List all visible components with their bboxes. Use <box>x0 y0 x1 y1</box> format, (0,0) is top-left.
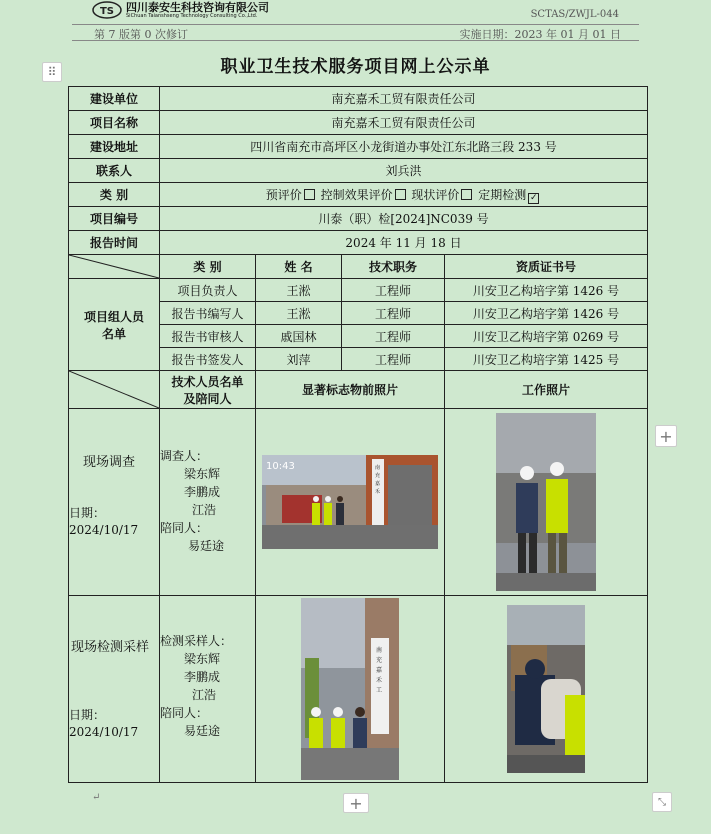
checkbox-icon[interactable] <box>304 189 315 200</box>
doc-code: SCTAS/ZWJL-044 <box>530 9 619 20</box>
project-label: 项目名称 <box>69 111 160 135</box>
svg-text:嘉: 嘉 <box>376 667 383 674</box>
number-label: 项目编号 <box>69 207 160 231</box>
category-label: 类 别 <box>69 183 160 207</box>
diagonal-cell <box>69 371 160 409</box>
team-role: 报告书签发人 <box>160 348 256 371</box>
checkbox-icon[interactable] <box>461 189 472 200</box>
svg-text:南: 南 <box>376 647 383 654</box>
project-value: 南充嘉禾工贸有限责任公司 <box>160 111 648 135</box>
notice-table <box>68 86 648 783</box>
svg-text:工: 工 <box>376 687 383 694</box>
contact-value: 刘兵洪 <box>160 159 648 183</box>
sampling-staff-cell <box>160 596 256 783</box>
svg-text:南: 南 <box>375 465 381 471</box>
company-logo <box>92 0 269 20</box>
team-role: 报告书审核人 <box>160 325 256 348</box>
team-title: 工程师 <box>342 279 445 302</box>
team-role: 报告书编写人 <box>160 302 256 325</box>
investigator: 李鹏成 <box>184 485 221 499</box>
team-header-title: 技术职务 <box>342 255 445 279</box>
sampling-date-label: 日期： <box>69 708 106 722</box>
svg-text:禾: 禾 <box>376 677 383 684</box>
photo-timestamp: 10:43 <box>266 461 295 472</box>
category-option-2: 控制效果评价 <box>320 187 393 202</box>
escort-name: 易廷途 <box>184 724 221 738</box>
svg-text:嘉: 嘉 <box>375 481 381 487</box>
survey-cell <box>69 409 160 596</box>
effective-date: 实施日期：2023 年 01 月 01 日 <box>459 28 621 41</box>
work-photo-header: 工作照片 <box>445 371 648 409</box>
escort-label: 陪同人： <box>160 521 209 535</box>
investigators-label: 调查人： <box>160 449 209 463</box>
sampling-landmark-photo[interactable] <box>301 598 399 780</box>
page-title: 职业卫生技术服务项目网上公示单 <box>220 57 491 77</box>
survey-landmark-photo-cell <box>256 409 445 596</box>
team-title: 工程师 <box>342 302 445 325</box>
checkbox-icon[interactable] <box>395 189 406 200</box>
table-resize-icon[interactable]: ⤡ <box>652 792 672 812</box>
team-name: 刘萍 <box>256 348 342 371</box>
survey-label: 现场调查 <box>83 455 136 470</box>
svg-text:TS: TS <box>99 6 115 17</box>
company-name-en: SiChuan Taianshseng Technology Consulting Co.,Ltd. <box>126 12 258 19</box>
sampling-work-photo-cell <box>445 596 648 783</box>
team-cert: 川安卫乙构培字第 1426 号 <box>445 302 648 325</box>
add-row-icon[interactable]: + <box>343 793 369 813</box>
report-time-value: 2024 年 11 月 18 日 <box>160 231 648 255</box>
team-name: 戚国林 <box>256 325 342 348</box>
team-header-role: 类 别 <box>160 255 256 279</box>
report-time-label: 报告时间 <box>69 231 160 255</box>
survey-work-photo[interactable] <box>496 413 596 591</box>
sampling-landmark-photo-cell <box>256 596 445 783</box>
add-column-icon[interactable]: + <box>655 425 677 447</box>
company-name-cn: 四川泰安生科技咨询有限公司 <box>126 0 269 14</box>
svg-text:充: 充 <box>376 657 383 664</box>
team-cert: 川安卫乙构培字第 0269 号 <box>445 325 648 348</box>
header-divider-2 <box>72 40 639 41</box>
team-role: 项目负责人 <box>160 279 256 302</box>
sampling-label: 现场检测采样 <box>71 640 150 655</box>
team-cert: 川安卫乙构培字第 1425 号 <box>445 348 648 371</box>
checkbox-checked-icon[interactable]: ✓ <box>530 192 538 203</box>
diagonal-cell <box>69 255 160 279</box>
landmark-photo-header: 显著标志物前照片 <box>256 371 445 409</box>
paragraph-mark: ↵ <box>92 792 101 803</box>
team-cert: 川安卫乙构培字第 1426 号 <box>445 279 648 302</box>
number-value: 川泰（职）检[2024]NC039 号 <box>160 207 648 231</box>
svg-text:充: 充 <box>375 473 381 479</box>
escort-name: 易廷途 <box>188 539 225 553</box>
investigator: 江浩 <box>192 503 217 517</box>
category-option-1: 预评价 <box>265 187 302 202</box>
samplers-label: 检测采样人： <box>160 634 233 648</box>
address-value: 四川省南充市高坪区小龙街道办事处江东北路三段 233 号 <box>160 135 648 159</box>
sampler: 江浩 <box>192 688 217 702</box>
escort-label: 陪同人： <box>160 706 209 720</box>
svg-text:禾: 禾 <box>375 489 381 495</box>
client-label: 建设单位 <box>69 87 160 111</box>
contact-label: 联系人 <box>69 159 160 183</box>
team-header-cert: 资质证书号 <box>445 255 648 279</box>
investigator: 梁东辉 <box>184 467 221 481</box>
category-option-3: 现状评价 <box>411 187 460 202</box>
version: 第 7 版第 0 次修订 <box>94 28 188 41</box>
team-name: 王淞 <box>256 302 342 325</box>
sampling-work-photo[interactable] <box>507 605 585 773</box>
table-move-handle-icon[interactable]: ⠿ <box>42 62 62 82</box>
sampler: 李鹏成 <box>184 670 221 684</box>
team-title: 工程师 <box>342 348 445 371</box>
staff-header: 技术人员名单及陪同人 <box>160 371 256 409</box>
client-value: 南充嘉禾工贸有限责任公司 <box>160 87 648 111</box>
team-title: 工程师 <box>342 325 445 348</box>
category-option-4: 定期检测 <box>478 187 527 202</box>
category-options <box>160 183 648 207</box>
address-label: 建设地址 <box>69 135 160 159</box>
survey-staff-cell <box>160 409 256 596</box>
survey-date: 2024/10/17 <box>69 523 139 537</box>
sampling-cell <box>69 596 160 783</box>
sampling-date: 2024/10/17 <box>69 725 139 739</box>
team-name: 王淞 <box>256 279 342 302</box>
logo-icon <box>92 1 122 19</box>
team-header-name: 姓 名 <box>256 255 342 279</box>
survey-landmark-photo[interactable] <box>262 455 438 549</box>
survey-work-photo-cell <box>445 409 648 596</box>
sampler: 梁东辉 <box>184 652 221 666</box>
team-group-label: 项目组人员名单 <box>69 279 160 371</box>
survey-date-label: 日期： <box>69 506 106 520</box>
header-divider <box>72 24 639 25</box>
